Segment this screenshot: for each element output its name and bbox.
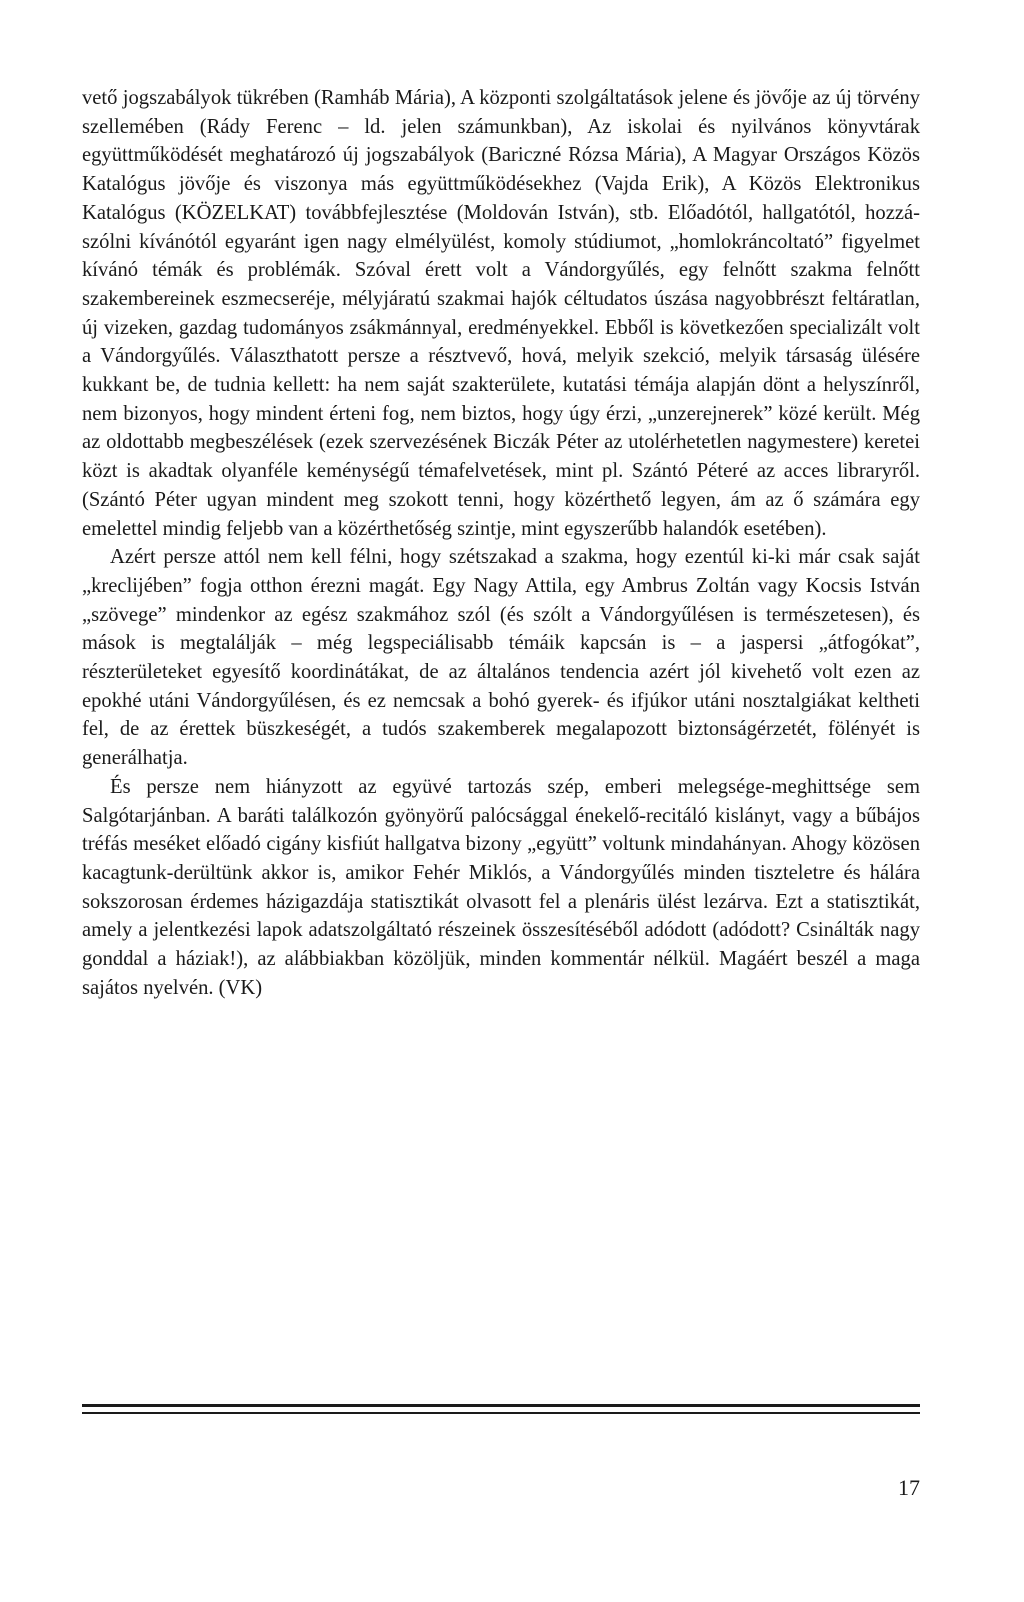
paragraph-2: Azért persze attól nem kell félni, hogy szétszakad a szakma, hogy ezentúl ki-ki már csak saját „kreclijében” fogja otthon érezni magát. Egy Nagy Attila, egy Ambrus Zoltán vagy Kocsis István „szövege” mindenkor az egész szakmához szól (és szólt a Vándorgyűlésen is természetesen), és mások is megtalálják – még legspeciálisabb témáik kapcsán is – a jaspersi „átfogókat”, részterületeket egyesítő koordinátákat, de az általános tendencia azért jól kivehető volt ezen az epokhé utáni Vándorgyűlésen, és ez nemcsak a bohó gyerek- és ifjúkor utáni nosztalgiákat keltheti fel, de az érettek büszkeségét, a tudós szakemberek megalapozott biztonságérzetét, fölényét is generálhatja. [82,546,920,770]
footer-rule-thick [82,1404,920,1407]
article-body [82,84,920,1003]
paragraph-3: És persze nem hiányzott az együvé tartozás szép, emberi melegsége-meghittsége sem Salgótarjánban. A baráti találkozón gyönyörű palócsággal énekelő-recitáló kislányt, vagy a bűbájos tréfás meséket előadó cigány kisfiút hallgatva bizony „együtt” voltunk mindahányan. Ahogy közösen kacagtunk-derültünk akkor is, amikor Fehér Miklós, a Vándorgyűlés minden tiszteletre és hálára sokszorosan érdemes házigazdája statisztikát olvasott fel a plenáris ülést lezárva. Ezt a statisztikát, amely a jelentkezési lapok adatszolgáltató részeinek összesítéséből adódott (adódott? Csinálták nagy gonddal a háziak!), az alábbiakban közöljük, minden kommentár nélkül. Magáért beszél a maga sajátos nyelvén. (VK) [82,775,920,999]
page-number: 17 [898,1475,920,1500]
paragraph-1: vető jogszabályok tükrében (Ramháb Mária), A központi szolgáltatások jelene és jövője az új törvény szellemében (Rády Ferenc – ld. jelen számunkban), Az iskolai és nyilvános könyvtárak együttműködését meghatározó új jogszabályok (Bariczné Rózsa Mária), A Magyar Országos Közös Katalógus jövője és viszonya más együttműködésekhez (Vajda Erik), A Közös Elektronikus Katalógus (KÖZELKAT) továbbfejlesztése (Moldován István), stb. Előadótól, hallgatótól, hozzászólni kívánótól egyaránt igen nagy elmélyülést, komoly stúdiumot, „homlokráncoltató” figyelmet kívánó témák és problémák. Szóval érett volt a Vándorgyűlés, egy felnőtt szakma felnőtt szakembereinek eszmecseréje, mélyjáratú szakmai hajók céltudatos úszása nagyobbrészt feltáratlan, új vizeken, gazdag tudományos zsákmánnyal, eredményekkel. Ebből is következően specializált volt a Vándorgyűlés. Választhatott persze a résztvevő, hová, melyik szekció, melyik társaság ülésére kukkant be, de tudnia kellett: ha nem saját szakterülete, kutatási témája alapján dönt a helyszínről, nem bizonyos, hogy mindent érteni fog, nem biztos, hogy úgy érzi, „unzerejnerek” közé került. Még az oldottabb megbeszélések (ezek szervezésének Biczák Péter az utolérhetetlen nagymestere) keretei közt is akadtak olyanféle keménységű témafelvetések, mint pl. Szántó Péteré az acces libraryről. (Szántó Péter ugyan mindent meg szokott tenni, hogy közérthető legyen, ám az ő számára egy emelettel mindig feljebb van a közérthetőség szintje, mint egyszerűbb halandók esetében). [82,87,920,540]
footer-rule-thin [82,1412,920,1414]
